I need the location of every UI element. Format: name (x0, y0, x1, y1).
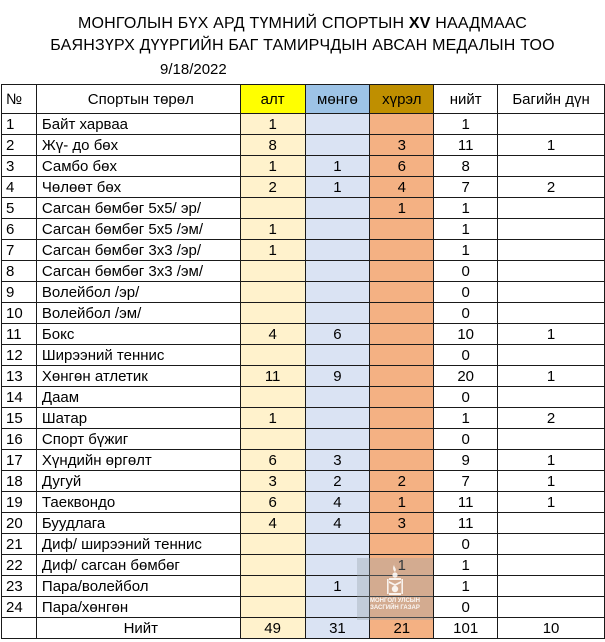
row-no-cell[interactable]: 20 (2, 513, 37, 534)
page-title-line-2: БАЯНЗҮРХ ДҮҮРГИЙН БАГ ТАМИРЧДЫН АВСАН МЕДАЛЫН ТОО (50, 37, 555, 54)
row-total-cell[interactable]: 20 (434, 366, 498, 387)
row-no-cell[interactable]: 24 (2, 597, 37, 618)
row-bronze-cell[interactable] (370, 219, 434, 240)
row-no-cell[interactable]: 5 (2, 198, 37, 219)
row-silver-cell[interactable]: 3 (305, 450, 370, 471)
row-silver-cell[interactable] (305, 198, 370, 219)
totals-total[interactable]: 101 (434, 618, 498, 639)
row-sport-cell[interactable]: Хөнгөн атлетик (36, 366, 240, 387)
row-total-cell[interactable]: 0 (434, 261, 498, 282)
col-header-no[interactable]: № (2, 85, 37, 114)
row-sport-cell[interactable]: Самбо бөх (36, 156, 240, 177)
soyombo-emblem-icon (383, 562, 407, 596)
page-title-line-1 (0, 14, 605, 34)
title-text-end: НААДМААС (430, 15, 528, 32)
row-total-cell[interactable]: 0 (434, 429, 498, 450)
row-no-cell[interactable]: 19 (2, 492, 37, 513)
row-no-cell[interactable]: 14 (2, 387, 37, 408)
row-team-cell[interactable] (498, 219, 605, 240)
row-gold-cell[interactable] (240, 555, 305, 576)
col-header-gold[interactable]: алт (240, 85, 305, 114)
row-team-cell[interactable]: 1 (498, 324, 605, 345)
row-gold-cell[interactable] (240, 387, 305, 408)
row-total-cell[interactable]: 0 (434, 387, 498, 408)
table-row (2, 408, 605, 429)
row-bronze-cell[interactable] (370, 408, 434, 429)
totals-label[interactable]: Нийт (36, 618, 240, 639)
row-silver-cell[interactable]: 1 (305, 156, 370, 177)
row-no-cell[interactable]: 23 (2, 576, 37, 597)
row-gold-cell[interactable] (240, 282, 305, 303)
row-total-cell[interactable]: 11 (434, 135, 498, 156)
row-gold-cell[interactable]: 4 (240, 513, 305, 534)
row-gold-cell[interactable]: 6 (240, 450, 305, 471)
table-row (2, 303, 605, 324)
row-total-cell[interactable]: 1 (434, 408, 498, 429)
row-silver-cell[interactable] (305, 135, 370, 156)
table-row (2, 450, 605, 471)
row-sport-cell[interactable]: Диф/ ширээний теннис (36, 534, 240, 555)
row-total-cell[interactable]: 11 (434, 492, 498, 513)
row-sport-cell[interactable]: Сагсан бөмбөг 3х3 /эм/ (36, 261, 240, 282)
row-no-cell[interactable]: 13 (2, 366, 37, 387)
table-row (2, 576, 605, 597)
table-row (2, 240, 605, 261)
table-row (2, 513, 605, 534)
row-no-cell[interactable]: 6 (2, 219, 37, 240)
row-team-cell[interactable] (498, 429, 605, 450)
row-gold-cell[interactable]: 1 (240, 156, 305, 177)
col-header-total[interactable]: нийт (434, 85, 498, 114)
row-total-cell[interactable]: 1 (434, 576, 498, 597)
row-bronze-cell[interactable] (370, 387, 434, 408)
table-row (2, 387, 605, 408)
row-team-cell[interactable] (498, 261, 605, 282)
row-bronze-cell[interactable] (370, 240, 434, 261)
row-bronze-cell[interactable]: 1 (370, 198, 434, 219)
row-gold-cell[interactable]: 1 (240, 408, 305, 429)
row-silver-cell[interactable]: 1 (305, 177, 370, 198)
row-total-cell[interactable]: 1 (434, 198, 498, 219)
table-row (2, 597, 605, 618)
row-no-cell[interactable]: 21 (2, 534, 37, 555)
table-row (2, 282, 605, 303)
row-no-cell[interactable]: 15 (2, 408, 37, 429)
row-no-cell[interactable]: 18 (2, 471, 37, 492)
row-sport-cell[interactable]: Дугуй (36, 471, 240, 492)
row-bronze-cell[interactable] (370, 534, 434, 555)
table-row (2, 219, 605, 240)
row-silver-cell[interactable] (305, 261, 370, 282)
row-sport-cell[interactable]: Жү- до бөх (36, 135, 240, 156)
row-team-cell[interactable] (498, 345, 605, 366)
row-bronze-cell[interactable] (370, 261, 434, 282)
row-no-cell[interactable]: 17 (2, 450, 37, 471)
row-bronze-cell[interactable] (370, 366, 434, 387)
row-silver-cell[interactable] (305, 114, 370, 135)
row-team-cell[interactable] (498, 597, 605, 618)
row-no-cell[interactable]: 11 (2, 324, 37, 345)
row-gold-cell[interactable]: 11 (240, 366, 305, 387)
row-silver-cell[interactable]: 4 (305, 513, 370, 534)
col-header-bronze[interactable]: хүрэл (370, 85, 434, 114)
row-gold-cell[interactable] (240, 345, 305, 366)
row-gold-cell[interactable] (240, 534, 305, 555)
row-bronze-cell[interactable]: 1 (370, 492, 434, 513)
row-bronze-cell[interactable] (370, 114, 434, 135)
col-header-silver[interactable]: мөнгө (305, 85, 370, 114)
row-no-cell[interactable]: 2 (2, 135, 37, 156)
row-no-cell[interactable]: 8 (2, 261, 37, 282)
row-sport-cell[interactable]: Сагсан бөмбөг 5х5/ эр/ (36, 198, 240, 219)
row-no-cell[interactable]: 22 (2, 555, 37, 576)
row-gold-cell[interactable] (240, 198, 305, 219)
row-team-cell[interactable] (498, 282, 605, 303)
row-no-cell[interactable]: 1 (2, 114, 37, 135)
row-sport-cell[interactable]: Буудлага (36, 513, 240, 534)
table-row (2, 471, 605, 492)
row-sport-cell[interactable]: Пара/волейбол (36, 576, 240, 597)
row-total-cell[interactable]: 0 (434, 303, 498, 324)
table-row (2, 135, 605, 156)
totals-silver[interactable]: 31 (305, 618, 370, 639)
row-gold-cell[interactable]: 8 (240, 135, 305, 156)
totals-bronze[interactable]: 21 (370, 618, 434, 639)
table-row (2, 429, 605, 450)
row-sport-cell[interactable]: Диф/ сагсан бөмбөг (36, 555, 240, 576)
row-no-cell[interactable]: 12 (2, 345, 37, 366)
row-no-cell[interactable]: 4 (2, 177, 37, 198)
totals-gold[interactable]: 49 (240, 618, 305, 639)
row-sport-cell[interactable]: Шатар (36, 408, 240, 429)
title-edition: XV (408, 15, 431, 32)
row-bronze-cell[interactable]: 2 (370, 471, 434, 492)
table-row (2, 198, 605, 219)
row-gold-cell[interactable]: 2 (240, 177, 305, 198)
title-text: МОНГОЛЫН БҮХ АРД ТҮМНИЙ СПОРТЫН (77, 15, 409, 32)
row-silver-cell[interactable] (305, 534, 370, 555)
table-row (2, 114, 605, 135)
row-sport-cell[interactable]: Даам (36, 387, 240, 408)
row-gold-cell[interactable] (240, 576, 305, 597)
row-no-cell[interactable]: 3 (2, 156, 37, 177)
table-row (2, 324, 605, 345)
row-silver-cell[interactable]: 6 (305, 324, 370, 345)
row-sport-cell[interactable]: Сагсан бөмбөг 3х3 /эр/ (36, 240, 240, 261)
row-total-cell[interactable]: 1 (434, 114, 498, 135)
row-silver-cell[interactable] (305, 282, 370, 303)
row-sport-cell[interactable]: Бокс (36, 324, 240, 345)
row-sport-cell[interactable]: Спорт бүжиг (36, 429, 240, 450)
row-gold-cell[interactable]: 1 (240, 219, 305, 240)
row-bronze-cell[interactable] (370, 345, 434, 366)
row-sport-cell[interactable]: Ширээний теннис (36, 345, 240, 366)
row-bronze-cell[interactable]: 3 (370, 513, 434, 534)
row-sport-cell[interactable]: Пара/хөнгөн (36, 597, 240, 618)
report-date: 9/18/2022 (160, 61, 227, 78)
row-silver-cell[interactable] (305, 345, 370, 366)
row-gold-cell[interactable] (240, 303, 305, 324)
row-team-cell[interactable]: 2 (498, 408, 605, 429)
row-silver-cell[interactable]: 2 (305, 471, 370, 492)
row-team-cell[interactable] (498, 240, 605, 261)
row-bronze-cell[interactable]: 4 (370, 177, 434, 198)
row-gold-cell[interactable]: 3 (240, 471, 305, 492)
row-gold-cell[interactable]: 1 (240, 240, 305, 261)
row-silver-cell[interactable]: 9 (305, 366, 370, 387)
row-team-cell[interactable] (498, 555, 605, 576)
totals-no-cell[interactable] (2, 618, 37, 639)
row-total-cell[interactable]: 9 (434, 450, 498, 471)
row-team-cell[interactable] (498, 156, 605, 177)
table-row (2, 177, 605, 198)
row-sport-cell[interactable]: Волейбол /эр/ (36, 282, 240, 303)
row-silver-cell[interactable] (305, 387, 370, 408)
row-no-cell[interactable]: 7 (2, 240, 37, 261)
row-gold-cell[interactable] (240, 261, 305, 282)
row-bronze-cell[interactable] (370, 303, 434, 324)
row-total-cell[interactable]: 0 (434, 345, 498, 366)
row-bronze-cell[interactable] (370, 450, 434, 471)
row-no-cell[interactable]: 9 (2, 282, 37, 303)
row-team-cell[interactable]: 1 (498, 135, 605, 156)
row-bronze-cell[interactable]: 3 (370, 135, 434, 156)
row-silver-cell[interactable]: 4 (305, 492, 370, 513)
row-total-cell[interactable]: 8 (434, 156, 498, 177)
row-bronze-cell[interactable]: 6 (370, 156, 434, 177)
row-gold-cell[interactable]: 1 (240, 114, 305, 135)
watermark-text: МОНГОЛ УЛСЫН ЗАСГИЙН ГАЗАР (370, 598, 420, 611)
row-silver-cell[interactable] (305, 429, 370, 450)
row-total-cell[interactable]: 0 (434, 597, 498, 618)
table-row (2, 261, 605, 282)
row-bronze-cell[interactable]: 1 (370, 555, 434, 576)
medal-table (1, 84, 605, 639)
row-team-cell[interactable] (498, 114, 605, 135)
totals-row (2, 618, 605, 639)
row-team-cell[interactable] (498, 387, 605, 408)
row-team-cell[interactable] (498, 534, 605, 555)
row-team-cell[interactable]: 1 (498, 492, 605, 513)
government-watermark (357, 558, 433, 620)
row-total-cell[interactable]: 1 (434, 219, 498, 240)
table-row (2, 345, 605, 366)
row-silver-cell[interactable] (305, 219, 370, 240)
col-header-sport[interactable]: Спортын төрөл (36, 85, 240, 114)
row-team-cell[interactable] (498, 513, 605, 534)
row-gold-cell[interactable]: 4 (240, 324, 305, 345)
row-sport-cell[interactable]: Волейбол /эм/ (36, 303, 240, 324)
col-header-team[interactable]: Багийн дүн (498, 85, 605, 114)
row-team-cell[interactable]: 1 (498, 471, 605, 492)
table-row (2, 534, 605, 555)
row-team-cell[interactable]: 2 (498, 177, 605, 198)
row-team-cell[interactable] (498, 198, 605, 219)
row-total-cell[interactable]: 10 (434, 324, 498, 345)
row-sport-cell[interactable]: Сагсан бөмбөг 5х5 /эм/ (36, 219, 240, 240)
row-silver-cell[interactable]: 1 (305, 576, 370, 597)
row-gold-cell[interactable] (240, 597, 305, 618)
row-bronze-cell[interactable] (370, 282, 434, 303)
row-no-cell[interactable]: 16 (2, 429, 37, 450)
row-sport-cell[interactable]: Байт харваа (36, 114, 240, 135)
row-gold-cell[interactable]: 6 (240, 492, 305, 513)
row-silver-cell[interactable] (305, 240, 370, 261)
row-team-cell[interactable]: 1 (498, 450, 605, 471)
row-sport-cell[interactable]: Хүндийн өргөлт (36, 450, 240, 471)
row-team-cell[interactable] (498, 576, 605, 597)
row-total-cell[interactable]: 1 (434, 240, 498, 261)
row-bronze-cell[interactable] (370, 324, 434, 345)
row-silver-cell[interactable] (305, 408, 370, 429)
row-sport-cell[interactable]: Чөлөөт бөх (36, 177, 240, 198)
row-gold-cell[interactable] (240, 429, 305, 450)
row-total-cell[interactable]: 1 (434, 555, 498, 576)
row-total-cell[interactable]: 0 (434, 534, 498, 555)
row-silver-cell[interactable] (305, 303, 370, 324)
row-total-cell[interactable]: 0 (434, 282, 498, 303)
row-bronze-cell[interactable] (370, 429, 434, 450)
row-sport-cell[interactable]: Таеквондо (36, 492, 240, 513)
row-total-cell[interactable]: 7 (434, 471, 498, 492)
table-row (2, 156, 605, 177)
row-no-cell[interactable]: 10 (2, 303, 37, 324)
row-total-cell[interactable]: 7 (434, 177, 498, 198)
table-row (2, 366, 605, 387)
totals-team[interactable]: 10 (498, 618, 605, 639)
table-row (2, 492, 605, 513)
row-team-cell[interactable] (498, 303, 605, 324)
header-row (2, 85, 605, 114)
table-row (2, 555, 605, 576)
row-team-cell[interactable]: 1 (498, 366, 605, 387)
row-total-cell[interactable]: 11 (434, 513, 498, 534)
